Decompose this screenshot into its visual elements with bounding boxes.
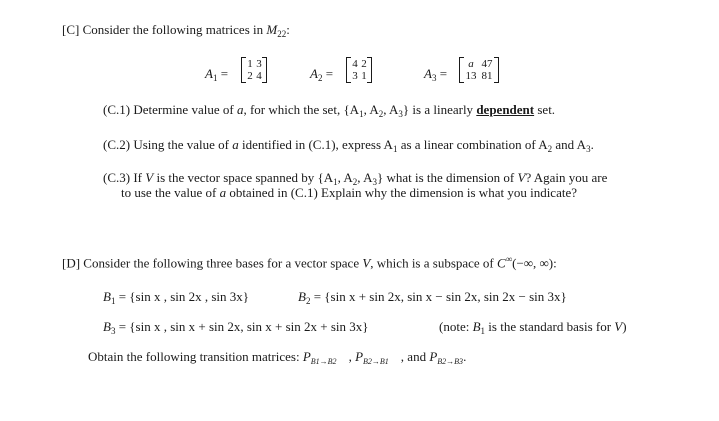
matrix-cell: 2 bbox=[361, 58, 367, 70]
subscript: 2 bbox=[305, 296, 311, 306]
question-c3-line2 bbox=[121, 185, 577, 201]
text: identified in (C.1), express A bbox=[242, 137, 393, 152]
text: , A bbox=[383, 102, 399, 117]
subscript: B2→B1 bbox=[363, 357, 389, 366]
text: obtained in (C.1) Explain why the dimension is what you indicate? bbox=[229, 185, 577, 200]
question-label: (C.3) bbox=[103, 170, 131, 185]
text: Obtain the following transition matrices: bbox=[88, 349, 300, 364]
matrix-symbol: P bbox=[429, 349, 438, 364]
matrix-cell: 13 bbox=[465, 70, 477, 82]
matrix-cell: 47 bbox=[481, 58, 493, 70]
subscript: 1 bbox=[333, 177, 338, 187]
text: , bbox=[400, 349, 405, 364]
subscript: 2 bbox=[378, 109, 384, 119]
variable: V bbox=[145, 170, 154, 185]
variable: C bbox=[497, 255, 506, 271]
basis-b2 bbox=[298, 289, 567, 306]
text: (note: bbox=[439, 319, 470, 334]
matrix-cell: 3 bbox=[352, 70, 358, 82]
matrix-cell: 81 bbox=[481, 70, 493, 82]
basis-value: = {sin x , sin 2x , sin 3x} bbox=[118, 289, 250, 304]
space-symbol: M bbox=[266, 22, 278, 37]
text: . bbox=[463, 349, 467, 364]
section-c-label: [C] bbox=[62, 22, 80, 37]
text: and bbox=[407, 349, 427, 364]
subscript: B1→B2 bbox=[310, 357, 337, 366]
matrix-cell: 1 bbox=[247, 58, 253, 70]
matrix-a2-label bbox=[310, 66, 333, 83]
subscript: B2→B3 bbox=[437, 357, 464, 366]
matrix-a2 bbox=[346, 57, 372, 83]
matrix-symbol: P bbox=[355, 349, 364, 364]
basis-value: = {sin x + sin 2x, sin x − sin 2x, sin 2x − sin 3x} bbox=[313, 289, 567, 304]
right-bracket bbox=[494, 57, 499, 83]
text: is the standard basis for bbox=[488, 319, 612, 334]
subscript: 1 bbox=[392, 144, 398, 154]
basis-value: = {sin x , sin x + sin 2x, sin x + sin 2x + sin 3x} bbox=[118, 319, 369, 334]
matrix-a3 bbox=[459, 57, 499, 83]
subscript: 3 bbox=[110, 326, 116, 336]
text: and A bbox=[555, 137, 587, 152]
section-c-intro: Consider the following matrices in bbox=[82, 22, 264, 37]
subscript: 3 bbox=[398, 109, 403, 119]
text: is the vector space spanned by {A bbox=[156, 170, 334, 185]
section-d-heading bbox=[62, 254, 557, 271]
superscript: ∞ bbox=[505, 254, 513, 264]
matrix-cell: 3 bbox=[256, 58, 262, 70]
question-label: (C.2) bbox=[103, 137, 131, 152]
text: to use the value of bbox=[121, 185, 217, 200]
text: set. bbox=[537, 102, 556, 117]
matrix-cell: 4 bbox=[256, 70, 262, 82]
basis-b1 bbox=[103, 289, 249, 306]
matrix-a3-label bbox=[424, 66, 447, 83]
variable: V bbox=[362, 255, 371, 271]
section-d-label: [D] bbox=[62, 255, 81, 271]
matrix-name: A bbox=[310, 66, 318, 81]
text: , which is a subspace of bbox=[370, 255, 494, 271]
text: as a linear combination of A bbox=[400, 137, 548, 152]
subscript: 1 bbox=[110, 296, 116, 306]
subscript: 1 bbox=[359, 109, 364, 119]
text: , for which the set, {A bbox=[243, 102, 360, 117]
text: , A bbox=[363, 102, 379, 117]
section-c-heading bbox=[62, 22, 290, 39]
subscript: 3 bbox=[372, 177, 377, 187]
variable: a bbox=[232, 137, 239, 152]
subscript: 2 bbox=[352, 177, 358, 187]
matrix-subscript: 1 bbox=[212, 73, 218, 83]
matrix-a1-label bbox=[205, 66, 228, 83]
equals-sign: = bbox=[325, 66, 334, 81]
question-c2 bbox=[103, 137, 594, 154]
variable: a bbox=[219, 185, 227, 200]
text: If bbox=[133, 170, 143, 185]
text: } what is the dimension of bbox=[376, 170, 515, 185]
basis-name: B bbox=[472, 319, 481, 334]
question-c1 bbox=[103, 102, 555, 119]
basis-b3 bbox=[103, 319, 369, 336]
basis-note bbox=[439, 319, 627, 336]
matrix-cell: a bbox=[468, 58, 474, 70]
subscript: 2 bbox=[547, 144, 553, 154]
text: } is a linearly bbox=[402, 102, 474, 117]
text: , A bbox=[357, 170, 373, 185]
matrix-a1 bbox=[241, 57, 267, 83]
variable: V bbox=[614, 319, 623, 334]
question-label: (C.1) bbox=[103, 102, 131, 117]
equals-sign: = bbox=[220, 66, 229, 81]
subscript: 3 bbox=[586, 144, 591, 154]
text: (−∞, ∞): bbox=[512, 255, 557, 271]
variable: a bbox=[236, 102, 244, 117]
text: . bbox=[590, 137, 594, 152]
text: , bbox=[348, 349, 352, 364]
matrix-cell: 1 bbox=[361, 70, 367, 82]
matrix-name: A bbox=[205, 66, 213, 81]
transition-request bbox=[88, 349, 466, 366]
text: Using the value of bbox=[133, 137, 230, 152]
basis-name: B bbox=[103, 319, 111, 334]
matrix-name: A bbox=[424, 66, 432, 81]
variable: V bbox=[517, 170, 526, 185]
matrix-subscript: 2 bbox=[317, 73, 323, 83]
matrix-cell: 4 bbox=[352, 58, 358, 70]
subscript: 1 bbox=[480, 326, 486, 336]
text: Determine value of bbox=[133, 102, 234, 117]
matrix-cell: 2 bbox=[247, 70, 253, 82]
basis-name: B bbox=[298, 289, 306, 304]
matrix-subscript: 3 bbox=[431, 73, 437, 83]
text: , A bbox=[337, 170, 353, 185]
equals-sign: = bbox=[439, 66, 448, 81]
matrix-symbol: P bbox=[302, 349, 311, 364]
dependent-emphasis: dependent bbox=[476, 102, 535, 117]
space-subscript: 22 bbox=[277, 29, 287, 39]
basis-name: B bbox=[103, 289, 111, 304]
text: ) bbox=[622, 319, 627, 334]
colon: : bbox=[286, 22, 290, 37]
text: ? Again you are bbox=[525, 170, 608, 185]
text: Consider the following three bases for a vector space bbox=[83, 255, 360, 271]
